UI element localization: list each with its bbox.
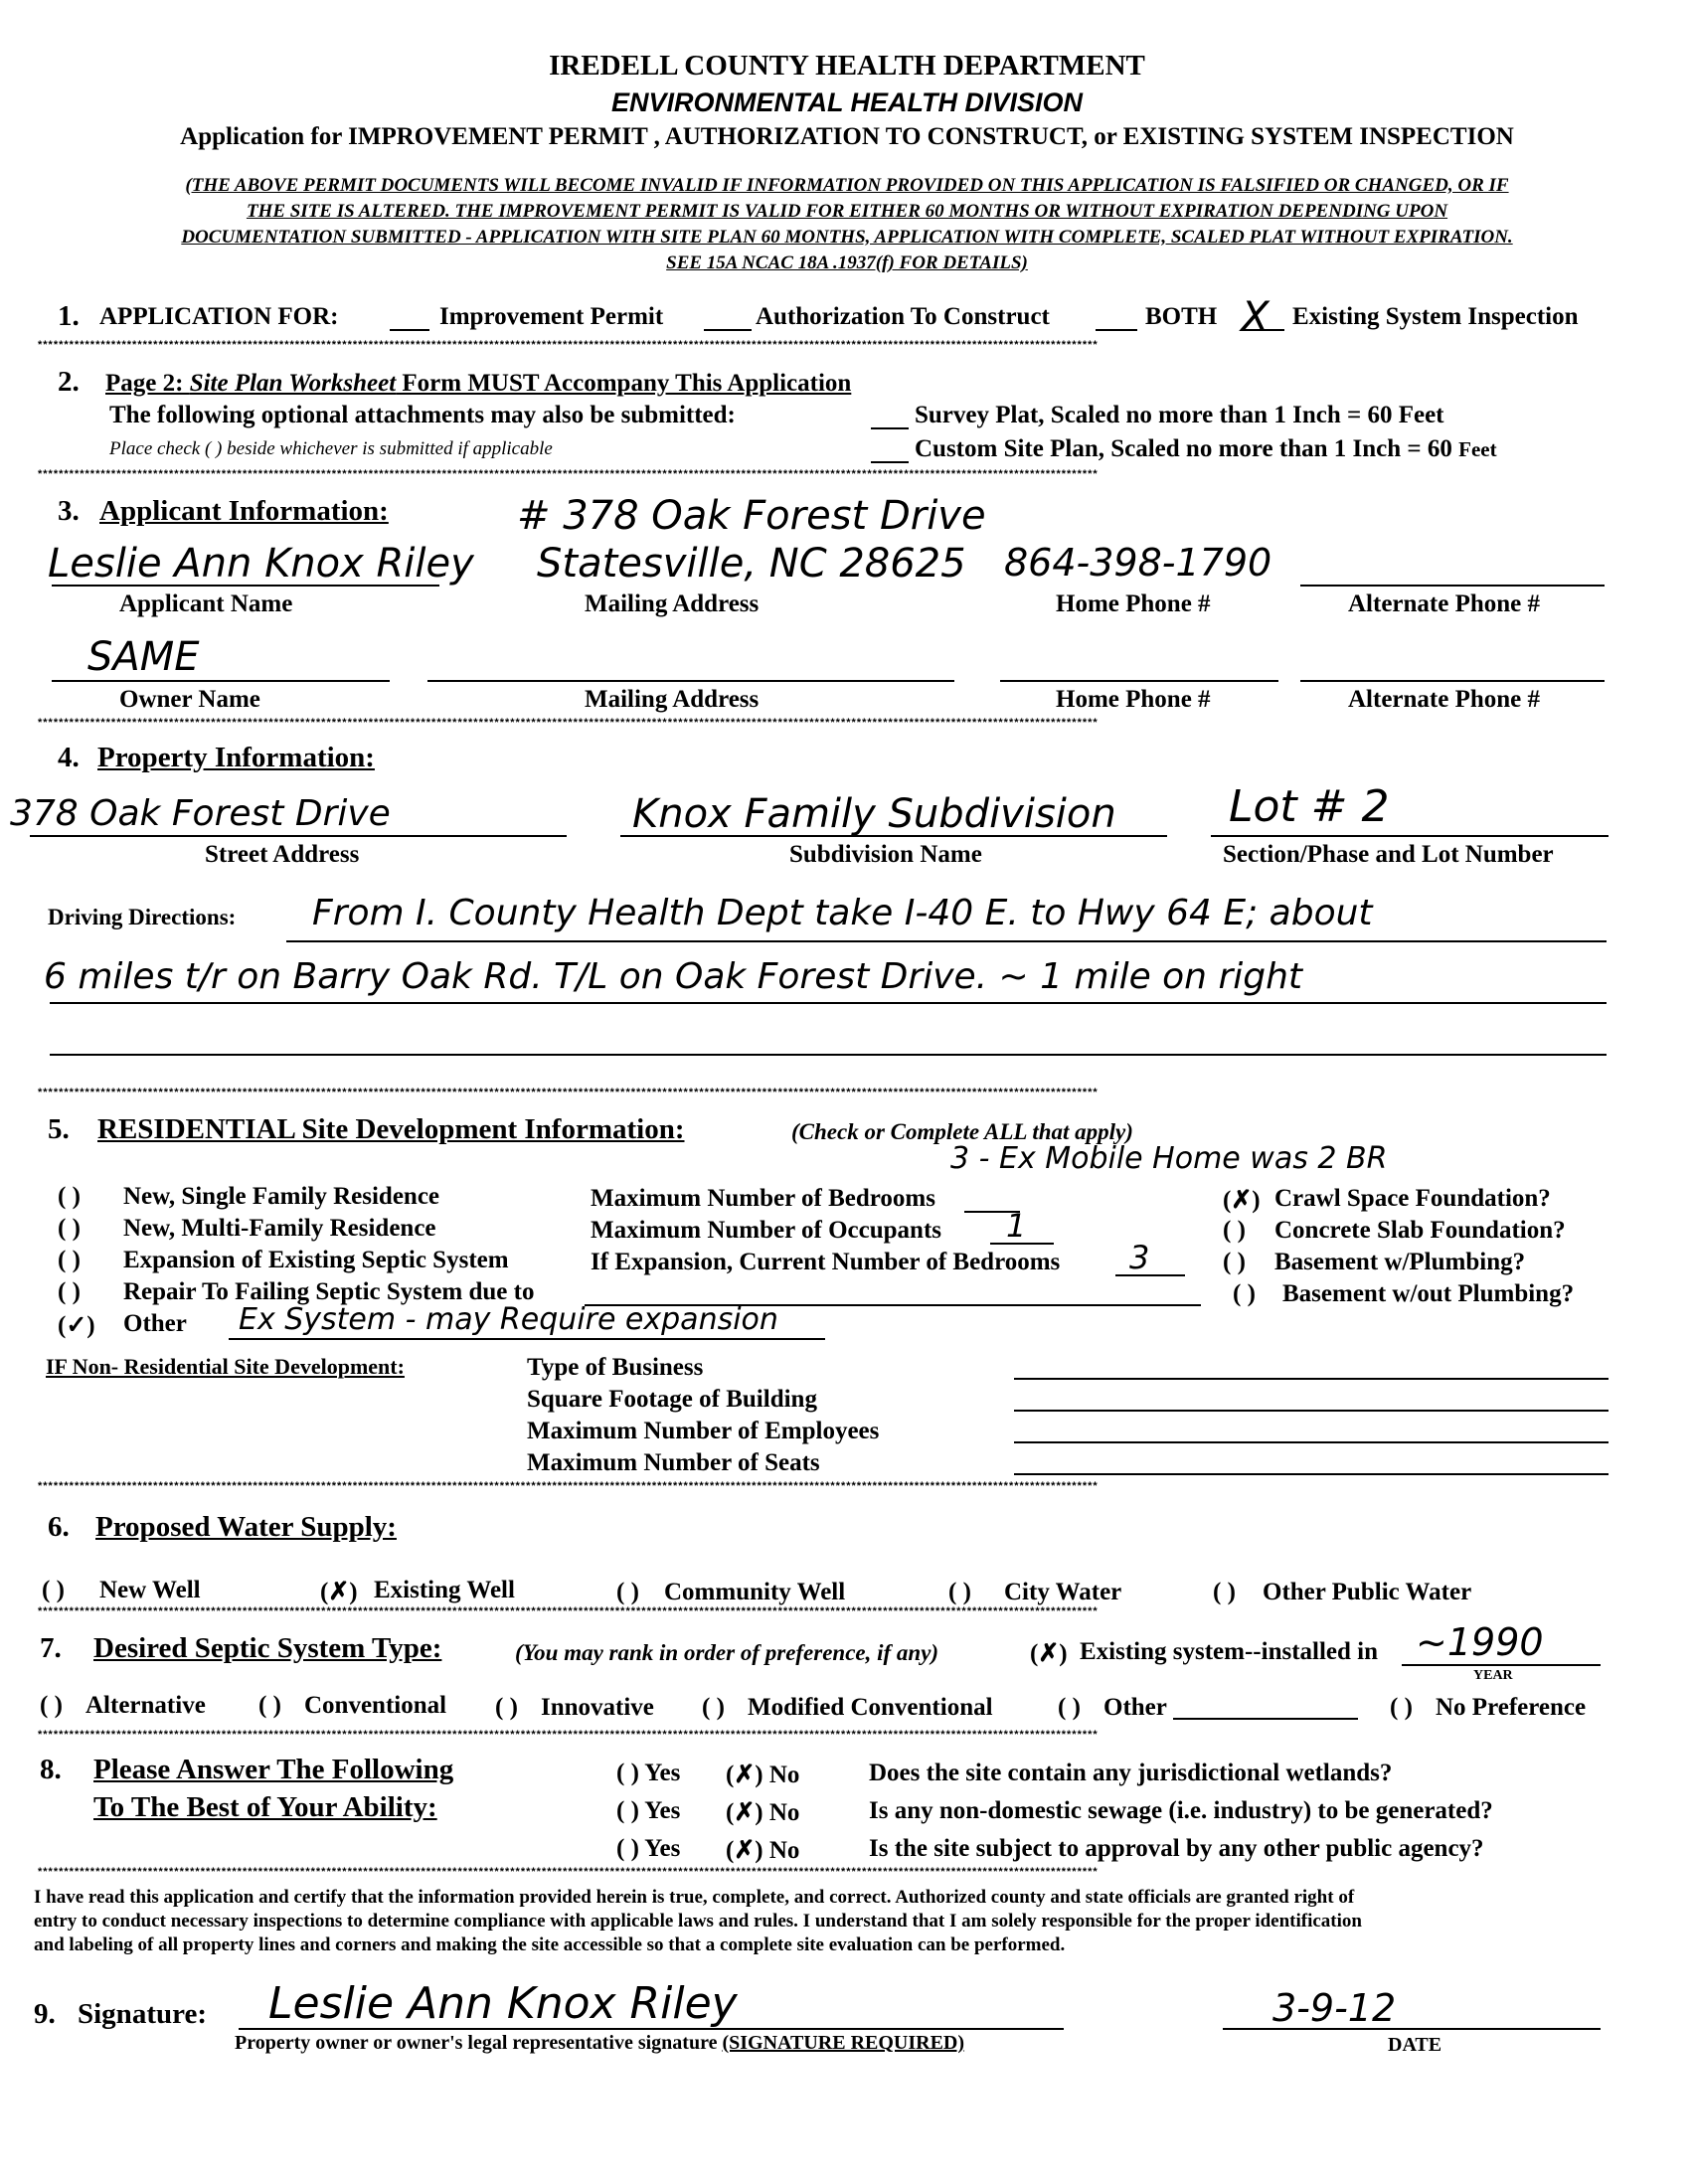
- property-info-title: Property Information:: [97, 742, 375, 773]
- crawl-space-label: Crawl Space Foundation?: [1274, 1185, 1551, 1212]
- applicant-alt-phone-line[interactable]: [1300, 585, 1605, 587]
- driving-directions-line-2[interactable]: 6 miles t/r on Barry Oak Rd. T/L on Oak Forest Drive. ~ 1 mile on right: [44, 956, 1303, 997]
- lot-line: [1211, 835, 1609, 837]
- directions-line-2: [50, 1002, 1607, 1004]
- agency-no[interactable]: (✗) No: [726, 1837, 800, 1864]
- agency-question: Is the site subject to approval by any other public agency?: [869, 1835, 1484, 1862]
- max-occupants-line: [990, 1243, 1054, 1245]
- survey-plat-label: Survey Plat, Scaled no more than 1 Inch = 60 Feet: [915, 402, 1444, 428]
- lot-value[interactable]: Lot # 2: [1229, 781, 1390, 832]
- check-single-family[interactable]: ( ): [58, 1183, 81, 1210]
- basement-no-plumbing-label: Basement w/out Plumbing?: [1282, 1280, 1575, 1307]
- section-6-number: 6.: [48, 1511, 70, 1543]
- custom-site-plan-label: Custom Site Plan, Scaled no more than 1 Inch = 60 Feet: [915, 435, 1497, 462]
- mailing-address-label: Mailing Address: [585, 590, 760, 617]
- owner-address-line[interactable]: [427, 680, 954, 682]
- square-footage-label: Square Footage of Building: [527, 1386, 817, 1413]
- innovative-label: Innovative: [541, 1694, 654, 1721]
- answer-following-title: Please Answer The Following: [93, 1754, 454, 1785]
- check-multi-family[interactable]: ( ): [58, 1215, 81, 1242]
- applicant-address-line-2[interactable]: Statesville, NC 28625: [537, 541, 966, 587]
- application-for-label: APPLICATION FOR:: [99, 303, 339, 330]
- check-expansion[interactable]: ( ): [58, 1247, 81, 1273]
- max-employees-line[interactable]: [1014, 1441, 1609, 1443]
- improvement-permit-checkbox[interactable]: [390, 329, 429, 331]
- residential-subtitle: (Check or Complete ALL that apply): [791, 1119, 1133, 1144]
- no-preference-label: No Preference: [1436, 1694, 1587, 1721]
- wetlands-question: Does the site contain any jurisdictional wetlands?: [869, 1760, 1393, 1786]
- check-existing-well[interactable]: (✗): [320, 1579, 358, 1605]
- sewage-question: Is any non-domestic sewage (i.e. industry) to be generated?: [869, 1797, 1493, 1824]
- sewage-no[interactable]: (✗) No: [726, 1799, 800, 1826]
- application-title: Application for IMPROVEMENT PERMIT , AUTHORIZATION TO CONSTRUCT, or EXISTING SYSTEM INSPECTION: [180, 123, 1514, 150]
- city-water-label: City Water: [1004, 1579, 1122, 1605]
- section-2-number: 2.: [58, 366, 80, 398]
- conventional-label: Conventional: [304, 1692, 447, 1719]
- expansion-bedrooms-line: [1115, 1274, 1185, 1276]
- section-5-number: 5.: [48, 1113, 70, 1145]
- both-label: BOTH: [1145, 303, 1218, 330]
- section-9-number: 9.: [34, 1998, 56, 2030]
- check-conventional[interactable]: ( ): [258, 1692, 281, 1719]
- owner-phone-line[interactable]: [1000, 680, 1278, 682]
- owner-alt-phone-line[interactable]: [1300, 680, 1605, 682]
- section-7-number: 7.: [40, 1632, 62, 1664]
- street-address-label: Street Address: [205, 841, 360, 868]
- agency-yes[interactable]: ( ) Yes: [616, 1835, 681, 1862]
- installed-year-line: [1402, 1664, 1601, 1666]
- check-basement-no-plumbing[interactable]: ( ): [1233, 1280, 1256, 1307]
- check-community-well[interactable]: ( ): [616, 1579, 639, 1605]
- multi-family-label: New, Multi-Family Residence: [123, 1215, 436, 1242]
- section-4-number: 4.: [58, 742, 80, 773]
- check-alternative[interactable]: ( ): [40, 1692, 63, 1719]
- single-family-label: New, Single Family Residence: [123, 1183, 440, 1210]
- check-existing-system[interactable]: (✗): [1030, 1640, 1068, 1667]
- optional-attachments-label: The following optional attachments may also be submitted:: [109, 402, 736, 428]
- max-seats-line[interactable]: [1014, 1473, 1609, 1475]
- existing-well-label: Existing Well: [374, 1577, 515, 1603]
- section-8-number: 8.: [40, 1754, 62, 1785]
- notice-line-1: (THE ABOVE PERMIT DOCUMENTS WILL BECOME INVALID IF INFORMATION PROVIDED ON THIS APPLICATION IS FALSIFIED OR CHANGED, OR IF: [185, 175, 1509, 196]
- alt-phone-label: Alternate Phone #: [1348, 590, 1541, 617]
- date-line: [1223, 2028, 1601, 2030]
- division-title: ENVIRONMENTAL HEALTH DIVISION: [610, 87, 1084, 117]
- check-concrete-slab[interactable]: ( ): [1223, 1217, 1246, 1244]
- square-footage-line[interactable]: [1014, 1410, 1609, 1412]
- water-supply-title: Proposed Water Supply:: [95, 1511, 397, 1543]
- other-value[interactable]: Ex System - may Require expansion: [239, 1302, 778, 1337]
- applicant-name-value[interactable]: Leslie Ann Knox Riley: [48, 541, 474, 587]
- separator: **********************************************************************************************************************************************************************************************************: [38, 1605, 1099, 1617]
- separator: **********************************************************************************************************************************************************************************************************: [38, 339, 1099, 351]
- separator: **********************************************************************************************************************************************************************************************************: [38, 1866, 1099, 1878]
- check-no-preference[interactable]: ( ): [1390, 1694, 1413, 1721]
- residential-title: RESIDENTIAL Site Development Information:: [97, 1113, 685, 1145]
- home-phone-label: Home Phone #: [1056, 590, 1211, 617]
- repair-label: Repair To Failing Septic System due to: [123, 1278, 535, 1305]
- subdivision-value[interactable]: Knox Family Subdivision: [632, 791, 1116, 837]
- certification-line-1: I have read this application and certify that the information provided herein is true, complete, and correct. Authorized county and state officials are granted right of: [34, 1887, 1355, 1908]
- non-residential-label: IF Non- Residential Site Development:: [46, 1354, 405, 1379]
- driving-directions-label: Driving Directions:: [48, 905, 237, 929]
- new-well-label: New Well: [99, 1577, 201, 1603]
- subdivision-label: Subdivision Name: [789, 841, 982, 868]
- certification-line-2: entry to conduct necessary inspections to determine compliance with applicable laws and rules. I understand that I am solely responsible for the proper identification: [34, 1911, 1362, 1932]
- year-label: YEAR: [1473, 1668, 1513, 1683]
- existing-system-mark: X: [1241, 292, 1270, 341]
- directions-line-1: [286, 940, 1607, 942]
- applicant-address-line-1[interactable]: # 378 Oak Forest Drive: [517, 493, 986, 539]
- notice-line-4: SEE 15A NCAC 18A .1937(f) FOR DETAILS): [666, 252, 1028, 273]
- authorization-label: Authorization To Construct: [756, 303, 1050, 330]
- septic-type-subtitle: (You may rank in order of preference, if any): [515, 1640, 939, 1665]
- check-basement-plumbing[interactable]: ( ): [1223, 1249, 1246, 1275]
- notice-line-2: THE SITE IS ALTERED. THE IMPROVEMENT PERMIT IS VALID FOR EITHER 60 MONTHS OR WITHOUT EXPIRATION DEPENDING UPON: [246, 201, 1448, 222]
- owner-name-line: [52, 680, 390, 682]
- expansion-label: Expansion of Existing Septic System: [123, 1247, 509, 1273]
- separator: **********************************************************************************************************************************************************************************************************: [38, 1729, 1099, 1741]
- check-other[interactable]: (✓): [58, 1312, 95, 1339]
- check-modified-conventional[interactable]: ( ): [702, 1694, 725, 1721]
- check-innovative[interactable]: ( ): [495, 1694, 518, 1721]
- signature-value[interactable]: Leslie Ann Knox Riley: [268, 1978, 738, 2029]
- applicant-name-line: [52, 585, 439, 587]
- signature-caption: Property owner or owner's legal representative signature (SIGNATURE REQUIRED): [235, 2032, 965, 2054]
- date-label: DATE: [1388, 2034, 1442, 2056]
- expansion-bedrooms-label: If Expansion, Current Number of Bedrooms: [591, 1249, 1061, 1275]
- check-other-septic[interactable]: ( ): [1058, 1694, 1081, 1721]
- lot-label: Section/Phase and Lot Number: [1223, 841, 1554, 868]
- section-1-number: 1.: [58, 300, 80, 332]
- max-occupants-value[interactable]: 1: [1006, 1207, 1027, 1245]
- business-type-label: Type of Business: [527, 1354, 704, 1381]
- directions-line-3[interactable]: [50, 1054, 1607, 1056]
- street-address-value[interactable]: 378 Oak Forest Drive: [10, 793, 391, 834]
- owner-mailing-address-label: Mailing Address: [585, 686, 760, 713]
- max-bedrooms-label: Maximum Number of Bedrooms: [591, 1185, 935, 1212]
- signature-label: Signature:: [78, 1998, 207, 2030]
- check-crawl-space[interactable]: (✗): [1223, 1187, 1261, 1214]
- street-address-line: [30, 835, 567, 837]
- wetlands-no[interactable]: (✗) No: [726, 1762, 800, 1788]
- applicant-home-phone-value[interactable]: 864-398-1790: [1004, 541, 1272, 585]
- both-checkbox[interactable]: [1096, 329, 1137, 331]
- other-label: Other: [123, 1310, 187, 1337]
- other-septic-line[interactable]: [1173, 1718, 1358, 1720]
- section-3-number: 3.: [58, 495, 80, 527]
- certification-line-3: and labeling of all property lines and corners and making the site accessible so that a complete site evaluation can be performed.: [34, 1934, 1066, 1955]
- separator: **********************************************************************************************************************************************************************************************************: [38, 1087, 1099, 1098]
- bedrooms-handwritten-note: 3 - Ex Mobile Home was 2 BR: [950, 1141, 1388, 1176]
- basement-plumbing-label: Basement w/Plumbing?: [1274, 1249, 1526, 1275]
- max-seats-label: Maximum Number of Seats: [527, 1449, 820, 1476]
- custom-site-plan-checkbox[interactable]: [871, 461, 909, 463]
- wetlands-yes[interactable]: ( ) Yes: [616, 1760, 681, 1786]
- existing-system-installed-label: Existing system--installed in: [1080, 1638, 1379, 1665]
- signature-line: [239, 2028, 1064, 2030]
- alternative-label: Alternative: [85, 1692, 206, 1719]
- separator: **********************************************************************************************************************************************************************************************************: [38, 1480, 1099, 1492]
- driving-directions-line-1[interactable]: From I. County Health Dept take I-40 E. to Hwy 64 E; about: [312, 893, 1373, 933]
- check-repair[interactable]: ( ): [58, 1278, 81, 1305]
- check-new-well[interactable]: ( ): [42, 1577, 65, 1603]
- existing-system-label: Existing System Inspection: [1292, 303, 1579, 330]
- owner-home-phone-label: Home Phone #: [1056, 686, 1211, 713]
- installed-year-value[interactable]: ~1990: [1416, 1620, 1544, 1664]
- max-occupants-label: Maximum Number of Occupants: [591, 1217, 942, 1244]
- check-city-water[interactable]: ( ): [948, 1579, 971, 1605]
- check-other-public-water[interactable]: ( ): [1213, 1579, 1236, 1605]
- owner-name-value[interactable]: SAME: [87, 634, 200, 680]
- site-plan-requirement: Page 2: Site Plan Worksheet Form MUST Accompany This Application: [105, 370, 852, 397]
- date-value[interactable]: 3-9-12: [1272, 1986, 1397, 2030]
- applicant-name-label: Applicant Name: [119, 590, 293, 617]
- concrete-slab-label: Concrete Slab Foundation?: [1274, 1217, 1566, 1244]
- applicant-info-title: Applicant Information:: [99, 495, 389, 527]
- department-title: IREDELL COUNTY HEALTH DEPARTMENT: [549, 50, 1145, 82]
- place-check-note: Place check ( ) beside whichever is submitted if applicable: [109, 438, 553, 459]
- owner-name-label: Owner Name: [119, 686, 260, 713]
- other-public-water-label: Other Public Water: [1263, 1579, 1472, 1605]
- separator: **********************************************************************************************************************************************************************************************************: [38, 717, 1099, 729]
- survey-plat-checkbox[interactable]: [871, 427, 909, 429]
- authorization-checkbox[interactable]: [704, 329, 752, 331]
- owner-alt-phone-label: Alternate Phone #: [1348, 686, 1541, 713]
- sewage-yes[interactable]: ( ) Yes: [616, 1797, 681, 1824]
- business-type-line[interactable]: [1014, 1378, 1609, 1380]
- best-ability-title: To The Best of Your Ability:: [93, 1791, 437, 1823]
- improvement-permit-label: Improvement Permit: [439, 303, 664, 330]
- other-septic-label: Other: [1103, 1694, 1167, 1721]
- max-employees-label: Maximum Number of Employees: [527, 1418, 880, 1444]
- modified-conventional-label: Modified Conventional: [748, 1694, 993, 1721]
- expansion-bedrooms-value[interactable]: 3: [1129, 1239, 1150, 1276]
- subdivision-line: [620, 835, 1167, 837]
- septic-type-title: Desired Septic System Type:: [93, 1632, 442, 1664]
- community-well-label: Community Well: [664, 1579, 846, 1605]
- other-line: [229, 1338, 825, 1340]
- notice-line-3: DOCUMENTATION SUBMITTED - APPLICATION WITH SITE PLAN 60 MONTHS, APPLICATION WITH COMPLETE, SCALED PLAT WITHOUT EXPIRATION.: [181, 227, 1513, 248]
- separator: **********************************************************************************************************************************************************************************************************: [38, 468, 1099, 480]
